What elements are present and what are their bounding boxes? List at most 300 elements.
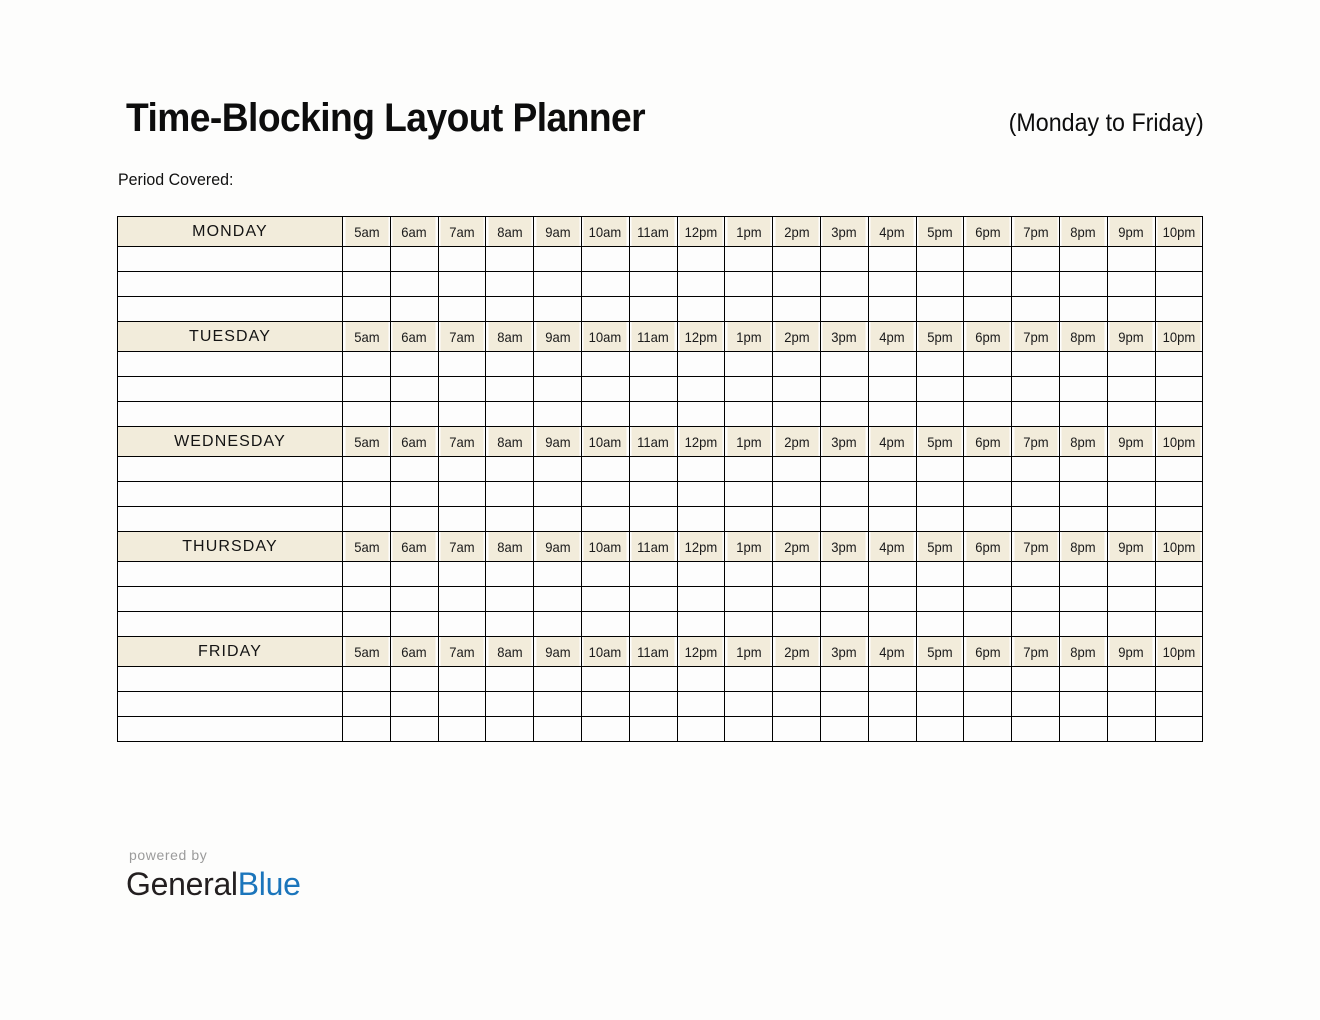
time-block-cell[interactable] xyxy=(534,247,582,272)
time-block-cell[interactable] xyxy=(1107,717,1155,742)
time-block-cell[interactable] xyxy=(677,352,725,377)
time-block-cell[interactable] xyxy=(1107,667,1155,692)
entry-label-cell[interactable] xyxy=(118,297,343,322)
time-block-cell[interactable] xyxy=(1012,297,1060,322)
time-block-cell[interactable] xyxy=(343,507,391,532)
time-block-cell[interactable] xyxy=(390,507,438,532)
time-block-cell[interactable] xyxy=(773,377,821,402)
time-block-cell[interactable] xyxy=(868,562,916,587)
time-block-cell[interactable] xyxy=(773,717,821,742)
time-block-cell[interactable] xyxy=(1155,692,1203,717)
time-block-cell[interactable] xyxy=(964,297,1012,322)
time-block-cell[interactable] xyxy=(1012,247,1060,272)
time-block-cell[interactable] xyxy=(486,667,534,692)
time-block-cell[interactable] xyxy=(581,272,629,297)
time-block-cell[interactable] xyxy=(677,377,725,402)
time-block-cell[interactable] xyxy=(1107,457,1155,482)
time-block-cell[interactable] xyxy=(868,457,916,482)
time-block-cell[interactable] xyxy=(773,272,821,297)
time-block-cell[interactable] xyxy=(677,457,725,482)
time-block-cell[interactable] xyxy=(1059,297,1107,322)
hour-header-cell: 6pm xyxy=(966,637,1010,667)
time-block-cell[interactable] xyxy=(438,717,486,742)
hour-header-cell: 5am xyxy=(344,532,388,562)
time-block-cell[interactable] xyxy=(581,377,629,402)
time-block-cell[interactable] xyxy=(390,247,438,272)
time-block-cell[interactable] xyxy=(629,692,677,717)
time-block-cell[interactable] xyxy=(390,612,438,637)
time-block-cell[interactable] xyxy=(820,482,868,507)
time-block-cell[interactable] xyxy=(677,247,725,272)
time-block-cell[interactable] xyxy=(964,402,1012,427)
time-block-cell[interactable] xyxy=(343,667,391,692)
time-block-cell[interactable] xyxy=(1012,457,1060,482)
time-block-cell[interactable] xyxy=(1059,562,1107,587)
time-block-cell[interactable] xyxy=(1155,612,1203,637)
time-block-cell[interactable] xyxy=(390,377,438,402)
hour-header-cell: 6pm xyxy=(966,217,1010,247)
time-block-cell[interactable] xyxy=(868,377,916,402)
time-block-cell[interactable] xyxy=(916,692,964,717)
time-block-cell[interactable] xyxy=(677,692,725,717)
time-block-cell[interactable] xyxy=(677,482,725,507)
hour-header-cell: 11am xyxy=(631,427,675,457)
time-block-cell[interactable] xyxy=(1155,297,1203,322)
time-block-cell[interactable] xyxy=(773,507,821,532)
time-block-cell[interactable] xyxy=(1059,482,1107,507)
time-block-cell[interactable] xyxy=(725,562,773,587)
time-block-cell[interactable] xyxy=(964,352,1012,377)
time-block-cell[interactable] xyxy=(773,352,821,377)
hour-header-cell: 4pm xyxy=(870,217,914,247)
entry-label-cell[interactable] xyxy=(118,352,343,377)
time-block-cell[interactable] xyxy=(964,692,1012,717)
time-block-cell[interactable] xyxy=(773,587,821,612)
time-block-cell[interactable] xyxy=(820,377,868,402)
time-block-cell[interactable] xyxy=(486,272,534,297)
time-block-cell[interactable] xyxy=(1059,587,1107,612)
time-block-cell[interactable] xyxy=(964,612,1012,637)
time-block-cell[interactable] xyxy=(820,402,868,427)
time-block-cell[interactable] xyxy=(581,692,629,717)
time-block-cell[interactable] xyxy=(343,692,391,717)
time-block-cell[interactable] xyxy=(725,402,773,427)
time-block-cell[interactable] xyxy=(438,587,486,612)
time-block-cell[interactable] xyxy=(1107,482,1155,507)
time-block-cell[interactable] xyxy=(486,247,534,272)
time-block-cell[interactable] xyxy=(868,667,916,692)
entry-label-cell[interactable] xyxy=(118,507,343,532)
time-block-cell[interactable] xyxy=(343,297,391,322)
time-block-cell[interactable] xyxy=(773,457,821,482)
time-block-cell[interactable] xyxy=(390,717,438,742)
time-block-cell[interactable] xyxy=(725,352,773,377)
time-block-cell[interactable] xyxy=(1059,507,1107,532)
time-block-cell[interactable] xyxy=(868,692,916,717)
time-block-cell[interactable] xyxy=(820,457,868,482)
time-block-cell[interactable] xyxy=(438,692,486,717)
entry-label-cell[interactable] xyxy=(118,587,343,612)
time-block-cell[interactable] xyxy=(390,272,438,297)
time-block-cell[interactable] xyxy=(438,562,486,587)
time-block-cell[interactable] xyxy=(1155,587,1203,612)
time-block-cell[interactable] xyxy=(916,507,964,532)
time-block-cell[interactable] xyxy=(629,507,677,532)
time-block-cell[interactable] xyxy=(534,297,582,322)
hour-header-cell: 10am xyxy=(583,217,627,247)
time-block-cell[interactable] xyxy=(1107,612,1155,637)
time-block-cell[interactable] xyxy=(581,352,629,377)
entry-label-cell[interactable] xyxy=(118,692,343,717)
time-block-cell[interactable] xyxy=(438,377,486,402)
time-block-cell[interactable] xyxy=(725,587,773,612)
time-block-cell[interactable] xyxy=(629,247,677,272)
time-block-cell[interactable] xyxy=(534,507,582,532)
hour-header-cell: 5am xyxy=(344,427,388,457)
time-block-cell[interactable] xyxy=(868,272,916,297)
time-block-cell[interactable] xyxy=(677,402,725,427)
time-block-cell[interactable] xyxy=(534,562,582,587)
time-block-cell[interactable] xyxy=(1107,352,1155,377)
time-block-cell[interactable] xyxy=(629,717,677,742)
time-block-cell[interactable] xyxy=(486,377,534,402)
time-block-cell[interactable] xyxy=(534,482,582,507)
time-block-cell[interactable] xyxy=(916,587,964,612)
time-block-cell[interactable] xyxy=(1012,352,1060,377)
time-block-cell[interactable] xyxy=(1012,402,1060,427)
time-block-cell[interactable] xyxy=(534,352,582,377)
time-block-cell[interactable] xyxy=(438,352,486,377)
time-block-cell[interactable] xyxy=(725,612,773,637)
time-block-cell[interactable] xyxy=(916,612,964,637)
time-block-cell[interactable] xyxy=(534,587,582,612)
time-block-cell[interactable] xyxy=(343,587,391,612)
time-block-cell[interactable] xyxy=(916,562,964,587)
time-block-cell[interactable] xyxy=(1012,562,1060,587)
time-block-cell[interactable] xyxy=(581,587,629,612)
time-block-cell[interactable] xyxy=(820,562,868,587)
brand-name-blue: Blue xyxy=(237,866,301,902)
time-block-cell[interactable] xyxy=(1059,402,1107,427)
time-block-cell[interactable] xyxy=(868,352,916,377)
time-block-cell[interactable] xyxy=(486,457,534,482)
time-block-cell[interactable] xyxy=(486,507,534,532)
time-block-cell[interactable] xyxy=(390,352,438,377)
time-block-cell[interactable] xyxy=(725,667,773,692)
time-block-cell[interactable] xyxy=(725,507,773,532)
time-block-cell[interactable] xyxy=(773,482,821,507)
time-block-cell[interactable] xyxy=(1155,482,1203,507)
time-block-cell[interactable] xyxy=(629,352,677,377)
time-block-cell[interactable] xyxy=(916,377,964,402)
time-block-cell[interactable] xyxy=(868,247,916,272)
time-block-cell[interactable] xyxy=(773,297,821,322)
time-block-cell[interactable] xyxy=(677,587,725,612)
time-block-cell[interactable] xyxy=(916,482,964,507)
time-block-cell[interactable] xyxy=(438,667,486,692)
time-block-cell[interactable] xyxy=(486,482,534,507)
time-block-cell[interactable] xyxy=(820,692,868,717)
time-block-cell[interactable] xyxy=(629,667,677,692)
time-block-cell[interactable] xyxy=(1155,272,1203,297)
time-block-cell[interactable] xyxy=(677,667,725,692)
time-block-cell[interactable] xyxy=(534,272,582,297)
entry-label-cell[interactable] xyxy=(118,272,343,297)
time-block-cell[interactable] xyxy=(534,717,582,742)
time-block-cell[interactable] xyxy=(486,612,534,637)
time-block-cell[interactable] xyxy=(916,272,964,297)
time-block-cell[interactable] xyxy=(534,612,582,637)
time-block-cell[interactable] xyxy=(438,402,486,427)
time-block-cell[interactable] xyxy=(1107,272,1155,297)
time-block-cell[interactable] xyxy=(677,507,725,532)
time-block-cell[interactable] xyxy=(1107,562,1155,587)
time-block-cell[interactable] xyxy=(725,377,773,402)
time-block-cell[interactable] xyxy=(486,692,534,717)
time-block-cell[interactable] xyxy=(1012,667,1060,692)
time-block-cell[interactable] xyxy=(390,482,438,507)
time-block-cell[interactable] xyxy=(629,297,677,322)
time-block-cell[interactable] xyxy=(916,667,964,692)
time-block-cell[interactable] xyxy=(820,587,868,612)
time-block-cell[interactable] xyxy=(581,457,629,482)
time-block-cell[interactable] xyxy=(1107,507,1155,532)
time-block-cell[interactable] xyxy=(1107,377,1155,402)
time-block-cell[interactable] xyxy=(868,507,916,532)
time-block-cell[interactable] xyxy=(1155,667,1203,692)
time-block-cell[interactable] xyxy=(438,612,486,637)
time-block-cell[interactable] xyxy=(1155,402,1203,427)
time-block-cell[interactable] xyxy=(1155,457,1203,482)
time-block-cell[interactable] xyxy=(1012,272,1060,297)
time-block-cell[interactable] xyxy=(534,667,582,692)
time-block-cell[interactable] xyxy=(581,402,629,427)
time-block-cell[interactable] xyxy=(534,402,582,427)
time-block-cell[interactable] xyxy=(343,612,391,637)
time-block-cell[interactable] xyxy=(868,612,916,637)
time-block-cell[interactable] xyxy=(773,667,821,692)
time-block-cell[interactable] xyxy=(677,717,725,742)
time-block-cell[interactable] xyxy=(390,587,438,612)
time-block-cell[interactable] xyxy=(820,612,868,637)
hour-header-cell: 6pm xyxy=(966,322,1010,352)
time-block-cell[interactable] xyxy=(725,692,773,717)
time-block-cell[interactable] xyxy=(629,377,677,402)
time-block-cell[interactable] xyxy=(343,377,391,402)
time-block-cell[interactable] xyxy=(534,457,582,482)
time-block-cell[interactable] xyxy=(390,667,438,692)
time-block-cell[interactable] xyxy=(438,272,486,297)
time-block-cell[interactable] xyxy=(629,587,677,612)
time-block-cell[interactable] xyxy=(390,457,438,482)
time-block-cell[interactable] xyxy=(581,717,629,742)
time-block-cell[interactable] xyxy=(677,612,725,637)
time-block-cell[interactable] xyxy=(820,247,868,272)
time-block-cell[interactable] xyxy=(725,297,773,322)
time-block-cell[interactable] xyxy=(343,272,391,297)
time-block-cell[interactable] xyxy=(629,482,677,507)
time-block-cell[interactable] xyxy=(343,717,391,742)
time-block-cell[interactable] xyxy=(1107,247,1155,272)
time-block-cell[interactable] xyxy=(438,507,486,532)
time-block-cell[interactable] xyxy=(438,457,486,482)
brand-name xyxy=(126,868,426,900)
time-block-cell[interactable] xyxy=(1059,692,1107,717)
time-block-cell[interactable] xyxy=(343,352,391,377)
time-block-cell[interactable] xyxy=(1155,507,1203,532)
hour-header-cell: 5pm xyxy=(918,217,962,247)
time-block-cell[interactable] xyxy=(1059,612,1107,637)
time-block-cell[interactable] xyxy=(1059,272,1107,297)
time-block-cell[interactable] xyxy=(916,457,964,482)
time-block-cell[interactable] xyxy=(629,457,677,482)
entry-label-cell[interactable] xyxy=(118,562,343,587)
time-block-cell[interactable] xyxy=(964,667,1012,692)
time-block-cell[interactable] xyxy=(486,297,534,322)
time-block-cell[interactable] xyxy=(343,247,391,272)
time-block-cell[interactable] xyxy=(1012,377,1060,402)
time-block-cell[interactable] xyxy=(390,692,438,717)
time-block-cell[interactable] xyxy=(486,717,534,742)
time-block-cell[interactable] xyxy=(1012,482,1060,507)
time-block-cell[interactable] xyxy=(820,297,868,322)
time-block-cell[interactable] xyxy=(534,377,582,402)
time-block-cell[interactable] xyxy=(581,562,629,587)
time-block-cell[interactable] xyxy=(820,717,868,742)
time-block-cell[interactable] xyxy=(1059,717,1107,742)
time-block-cell[interactable] xyxy=(868,587,916,612)
time-block-cell[interactable] xyxy=(964,377,1012,402)
time-block-cell[interactable] xyxy=(820,352,868,377)
hour-header-cell: 4pm xyxy=(870,532,914,562)
time-block-cell[interactable] xyxy=(820,667,868,692)
time-block-cell[interactable] xyxy=(964,507,1012,532)
time-block-cell[interactable] xyxy=(725,457,773,482)
time-block-cell[interactable] xyxy=(773,562,821,587)
time-block-cell[interactable] xyxy=(677,297,725,322)
time-block-cell[interactable] xyxy=(964,482,1012,507)
time-block-cell[interactable] xyxy=(438,297,486,322)
entry-label-cell[interactable] xyxy=(118,377,343,402)
time-block-cell[interactable] xyxy=(868,297,916,322)
time-block-cell[interactable] xyxy=(1107,692,1155,717)
time-block-cell[interactable] xyxy=(964,562,1012,587)
time-block-cell[interactable] xyxy=(916,297,964,322)
time-block-cell[interactable] xyxy=(773,612,821,637)
time-block-cell[interactable] xyxy=(1155,562,1203,587)
time-block-cell[interactable] xyxy=(486,587,534,612)
time-block-cell[interactable] xyxy=(677,272,725,297)
time-block-cell[interactable] xyxy=(964,457,1012,482)
time-block-cell[interactable] xyxy=(1012,612,1060,637)
time-block-cell[interactable] xyxy=(1059,377,1107,402)
time-block-cell[interactable] xyxy=(725,247,773,272)
time-block-cell[interactable] xyxy=(1155,717,1203,742)
time-block-cell[interactable] xyxy=(868,402,916,427)
time-block-cell[interactable] xyxy=(820,507,868,532)
time-block-cell[interactable] xyxy=(629,272,677,297)
time-block-cell[interactable] xyxy=(438,482,486,507)
time-block-cell[interactable] xyxy=(916,247,964,272)
hour-header-cell: 10am xyxy=(583,322,627,352)
time-block-cell[interactable] xyxy=(1059,247,1107,272)
time-block-cell[interactable] xyxy=(916,717,964,742)
time-block-cell[interactable] xyxy=(486,402,534,427)
hour-header-cell: 8am xyxy=(488,217,532,247)
time-block-cell[interactable] xyxy=(1155,377,1203,402)
time-block-cell[interactable] xyxy=(1155,352,1203,377)
time-block-cell[interactable] xyxy=(677,562,725,587)
time-block-cell[interactable] xyxy=(868,482,916,507)
hour-header-cell: 7pm xyxy=(1013,637,1057,667)
time-block-cell[interactable] xyxy=(773,692,821,717)
time-block-cell[interactable] xyxy=(581,247,629,272)
time-block-cell[interactable] xyxy=(486,562,534,587)
time-block-cell[interactable] xyxy=(343,457,391,482)
entry-label-cell[interactable] xyxy=(118,717,343,742)
time-block-cell[interactable] xyxy=(1012,587,1060,612)
time-block-cell[interactable] xyxy=(486,352,534,377)
time-block-cell[interactable] xyxy=(581,667,629,692)
time-block-cell[interactable] xyxy=(820,272,868,297)
time-block-cell[interactable] xyxy=(581,507,629,532)
time-block-cell[interactable] xyxy=(534,692,582,717)
time-block-cell[interactable] xyxy=(868,717,916,742)
time-block-cell[interactable] xyxy=(725,717,773,742)
time-block-cell[interactable] xyxy=(581,482,629,507)
entry-label-cell[interactable] xyxy=(118,402,343,427)
entry-label-cell[interactable] xyxy=(118,667,343,692)
time-block-cell[interactable] xyxy=(581,297,629,322)
time-block-cell[interactable] xyxy=(629,612,677,637)
entry-label-cell[interactable] xyxy=(118,457,343,482)
time-block-cell[interactable] xyxy=(773,247,821,272)
time-block-cell[interactable] xyxy=(390,562,438,587)
time-block-cell[interactable] xyxy=(1059,457,1107,482)
time-block-cell[interactable] xyxy=(343,402,391,427)
time-block-cell[interactable] xyxy=(1107,587,1155,612)
time-block-cell[interactable] xyxy=(1012,507,1060,532)
time-block-cell[interactable] xyxy=(1012,717,1060,742)
time-block-cell[interactable] xyxy=(1155,247,1203,272)
time-block-cell[interactable] xyxy=(1059,352,1107,377)
time-block-cell[interactable] xyxy=(916,402,964,427)
time-block-cell[interactable] xyxy=(343,482,391,507)
time-block-cell[interactable] xyxy=(1059,667,1107,692)
time-block-cell[interactable] xyxy=(964,247,1012,272)
time-block-cell[interactable] xyxy=(964,272,1012,297)
entry-label-cell[interactable] xyxy=(118,247,343,272)
time-block-cell[interactable] xyxy=(390,297,438,322)
time-block-cell[interactable] xyxy=(773,402,821,427)
time-block-cell[interactable] xyxy=(390,402,438,427)
time-block-cell[interactable] xyxy=(725,272,773,297)
time-block-cell[interactable] xyxy=(964,587,1012,612)
entry-label-cell[interactable] xyxy=(118,482,343,507)
entry-label-cell[interactable] xyxy=(118,612,343,637)
time-block-cell[interactable] xyxy=(629,402,677,427)
time-block-cell[interactable] xyxy=(438,247,486,272)
time-block-cell[interactable] xyxy=(725,482,773,507)
time-block-cell[interactable] xyxy=(916,352,964,377)
time-block-cell[interactable] xyxy=(581,612,629,637)
time-block-cell[interactable] xyxy=(1012,692,1060,717)
time-block-cell[interactable] xyxy=(343,562,391,587)
time-block-cell[interactable] xyxy=(1107,297,1155,322)
time-block-cell[interactable] xyxy=(1107,402,1155,427)
time-block-cell[interactable] xyxy=(964,717,1012,742)
time-block-cell[interactable] xyxy=(629,562,677,587)
